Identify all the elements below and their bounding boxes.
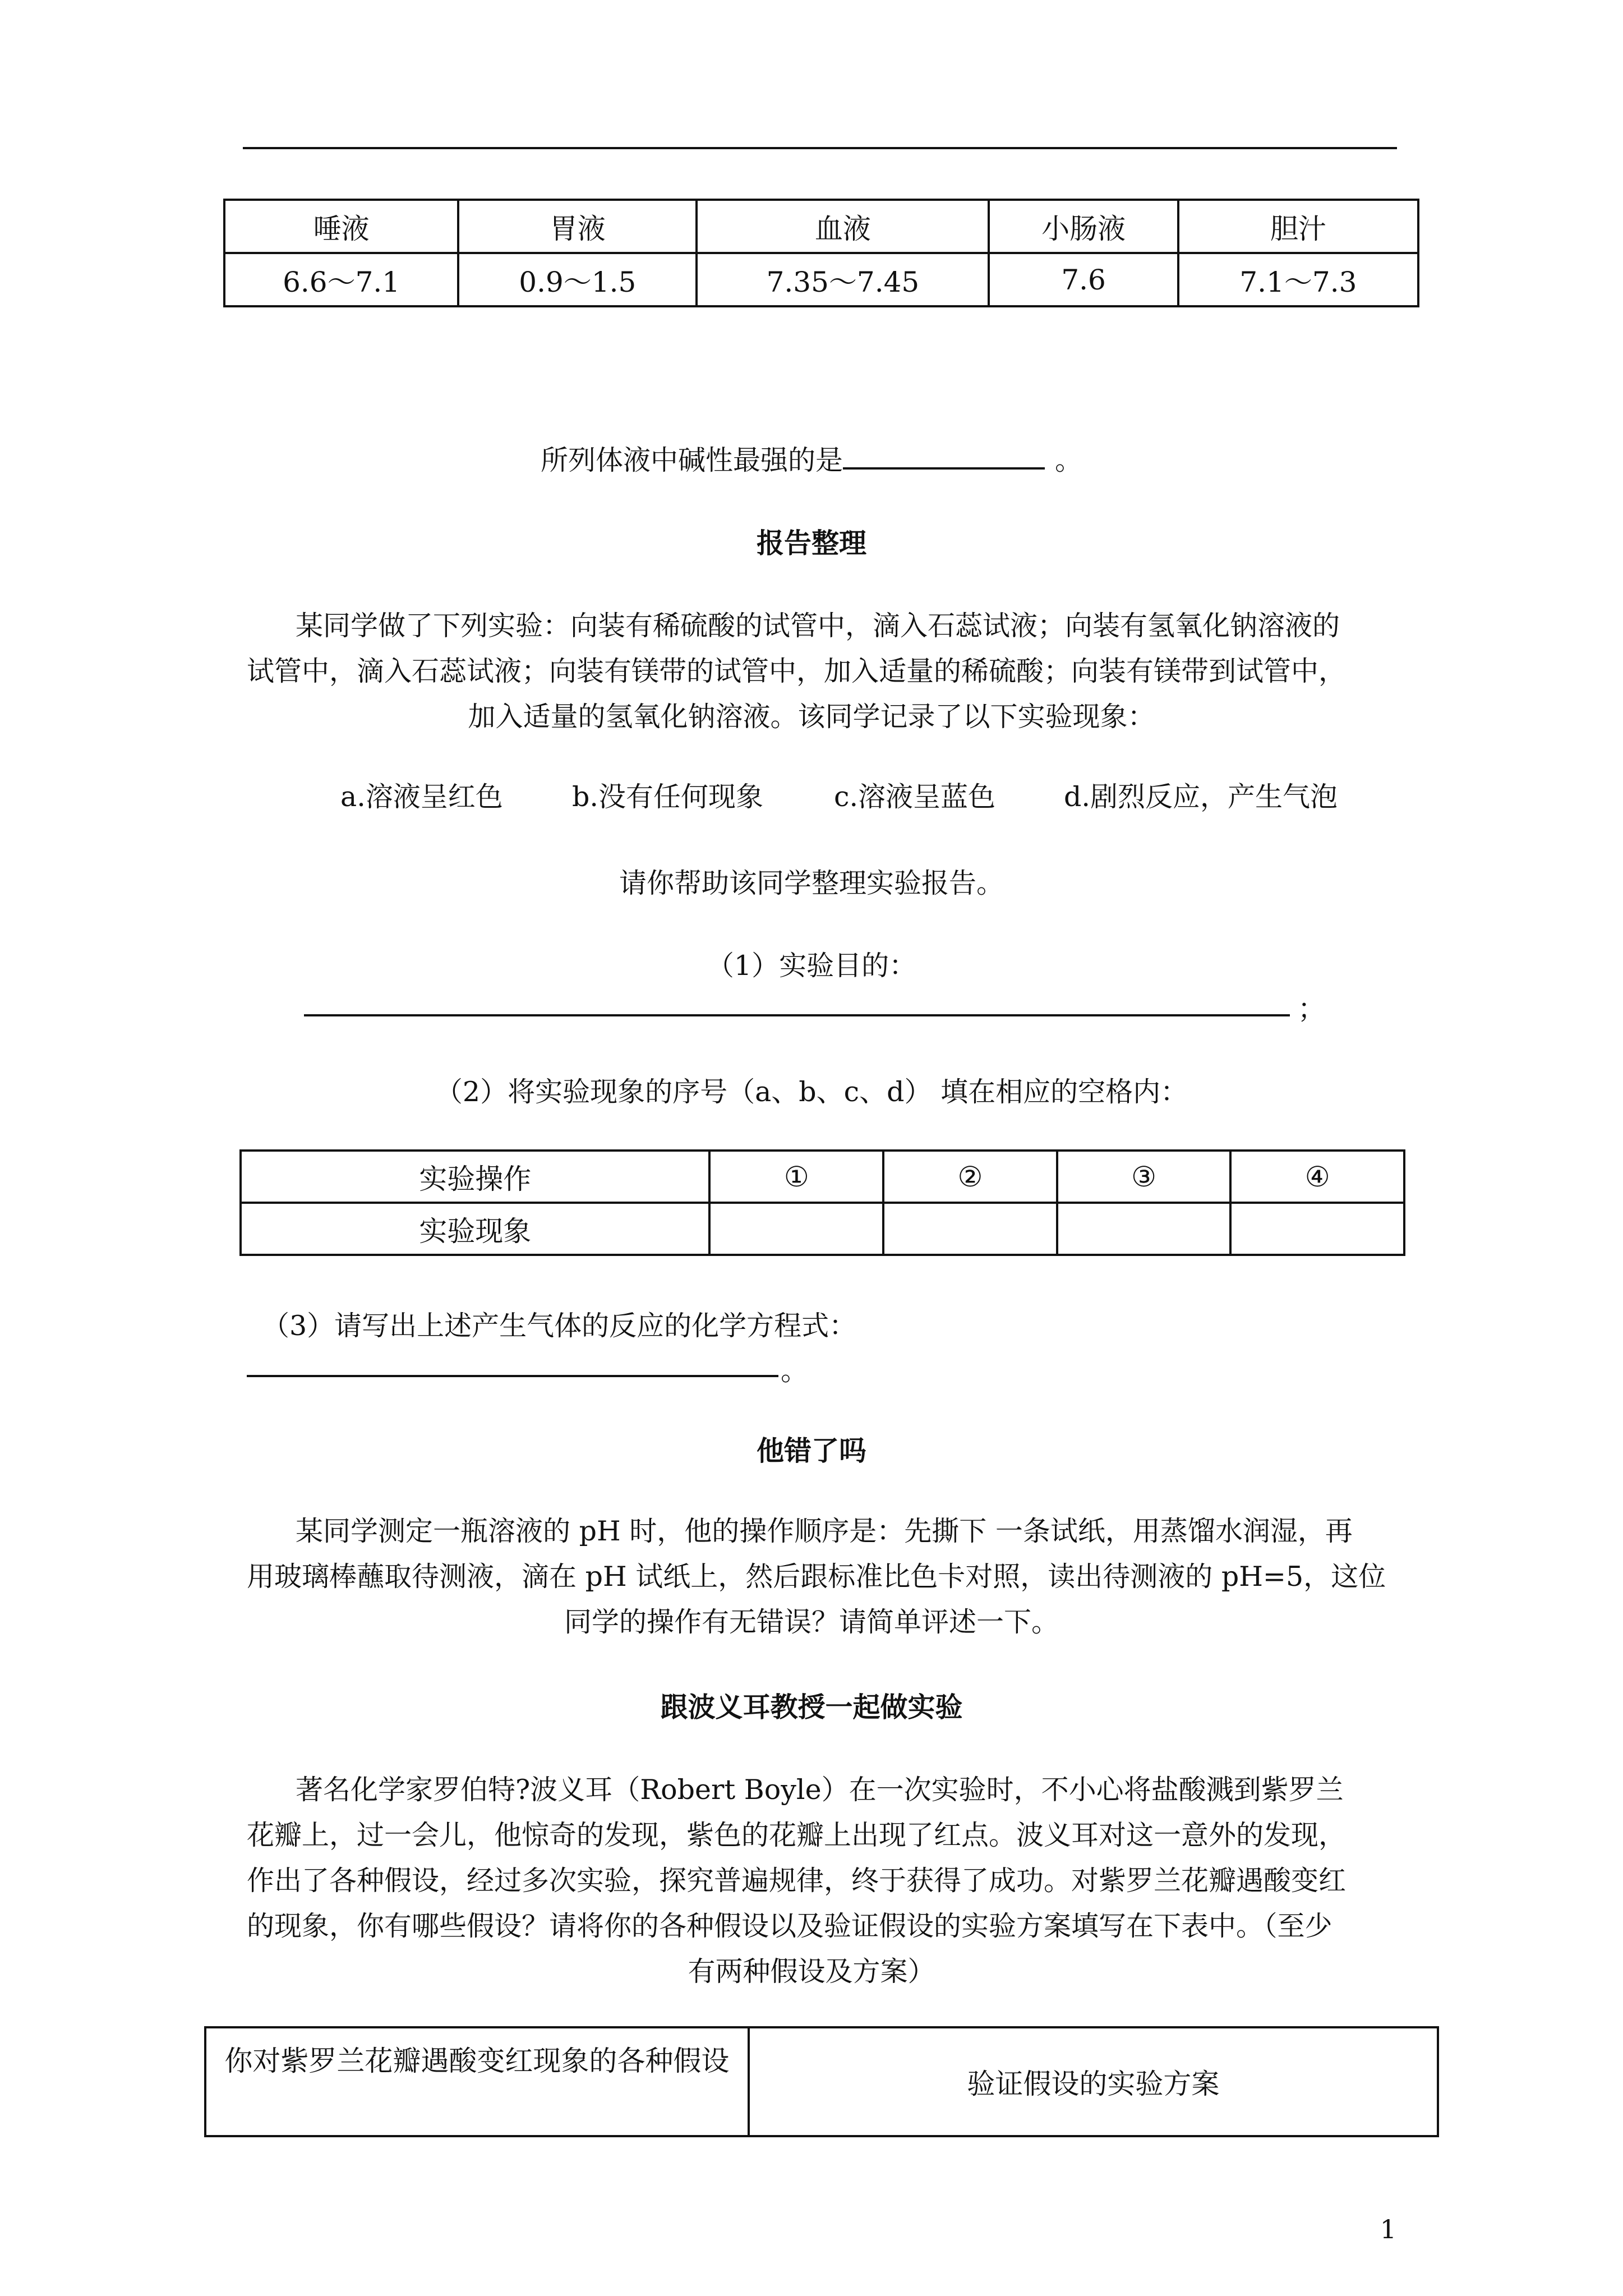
experiment-table — [239, 1149, 1405, 1256]
answer-blank[interactable] — [843, 440, 1045, 470]
table-header-cell: 验证假设的实验方案 — [749, 2027, 1438, 2136]
table-cell: 7.35～7.45 — [697, 253, 989, 306]
table-cell: 实验现象 — [241, 1203, 709, 1255]
answer-cell[interactable] — [883, 1203, 1057, 1255]
option-d: d.剧烈反应，产生气泡 — [1064, 781, 1338, 813]
hypothesis-table — [204, 2026, 1439, 2137]
table-row — [241, 1203, 1404, 1255]
paragraph-line: 有两种假设及方案） — [688, 1955, 935, 1987]
page-number: 1 — [1380, 2214, 1396, 2244]
option-b: b.没有任何现象 — [572, 781, 763, 813]
paragraph-line: 作出了各种假设，经过多次实验，探究普遍规律，终于获得了成功。对紫罗兰花瓣遇酸变红 — [247, 1865, 1347, 1897]
question-2: （2）将实验现象的序号（a、b、c、d） 填在相应的空格内： — [435, 1076, 1188, 1108]
table-cell: 0.9～1.5 — [458, 253, 697, 306]
question-1-end: ； — [1298, 993, 1326, 1025]
paragraph-line: 著名化学家罗伯特?波义耳（Robert Boyle）在一次实验时，不小心将盐酸溅到紫罗兰 — [296, 1774, 1344, 1806]
table-header-cell: 胆汁 — [1178, 200, 1418, 253]
section-title-boyle: 跟波义耳教授一起做实验 — [660, 1691, 963, 1723]
table-header-cell: ① — [709, 1151, 883, 1203]
paragraph-line: 某同学测定一瓶溶液的 pH 时，他的操作顺序是：先撕下 一条试纸，用蒸馏水润湿，再 — [296, 1515, 1353, 1547]
table-header-cell: 血液 — [697, 200, 989, 253]
table-row — [205, 2027, 1438, 2136]
section-title-report: 报告整理 — [756, 527, 866, 559]
answer-cell[interactable] — [709, 1203, 883, 1255]
table-cell: 7.1～7.3 — [1178, 253, 1418, 306]
table-row — [224, 253, 1418, 306]
section-title-mistake: 他错了吗 — [756, 1434, 866, 1467]
question-3-end: 。 — [781, 1355, 809, 1387]
paragraph-line: 试管中，滴入石蕊试液；向装有镁带的试管中，加入适量的稀硫酸；向装有镁带到试管中， — [247, 655, 1347, 687]
answer-line-3[interactable] — [247, 1375, 778, 1377]
option-c: c.溶液呈蓝色 — [834, 781, 996, 813]
table-header-cell: ④ — [1230, 1151, 1404, 1203]
question-text: 所列体液中碱性最强的是 — [540, 444, 843, 476]
paragraph-line: 花瓣上，过一会儿，他惊奇的发现，紫色的花瓣上出现了红点。波义耳对这一意外的发现， — [247, 1819, 1347, 1851]
table-header-cell: 小肠液 — [989, 200, 1178, 253]
table-header-cell: ② — [883, 1151, 1057, 1203]
table-header-cell: ③ — [1057, 1151, 1231, 1203]
table-header-cell: 你对紫罗兰花瓣遇酸变红现象的各种假设 — [205, 2027, 749, 2136]
paragraph-line: 同学的操作有无错误？请简单评述一下。 — [564, 1606, 1059, 1638]
instruction-text: 请你帮助该同学整理实验报告。 — [619, 867, 1004, 899]
question-3: （3）请写出上述产生气体的反应的化学方程式： — [262, 1310, 857, 1342]
paragraph-line: 某同学做了下列实验：向装有稀硫酸的试管中，滴入石蕊试液；向装有氢氧化钠溶液的 — [296, 610, 1340, 642]
table-cell: 7.6 — [989, 253, 1178, 306]
question-1: （1）实验目的： — [706, 950, 917, 982]
ph-table — [223, 199, 1419, 307]
table-cell: 6.6～7.1 — [224, 253, 458, 306]
table-header-cell: 唾液 — [224, 200, 458, 253]
table-header-cell: 实验操作 — [241, 1151, 709, 1203]
option-a: a.溶液呈红色 — [340, 781, 503, 813]
paragraph-line: 的现象，你有哪些假设？请将你的各种假设以及验证假设的实验方案填写在下表中。（至少 — [247, 1910, 1332, 1942]
table-row — [224, 200, 1418, 253]
paragraph-line: 用玻璃棒蘸取待测液，滴在 pH 试纸上，然后跟标准比色卡对照，读出待测液的 pH=5，这位 — [247, 1561, 1386, 1593]
question-strongest-base — [0, 439, 1623, 478]
header-rule — [243, 147, 1397, 149]
paragraph-line: 加入适量的氢氧化钠溶液。该同学记录了以下实验现象： — [468, 701, 1155, 733]
question-end: 。 — [1055, 444, 1083, 476]
table-header-cell: 胃液 — [458, 200, 697, 253]
answer-cell[interactable] — [1230, 1203, 1404, 1255]
table-row — [241, 1151, 1404, 1203]
answer-cell[interactable] — [1057, 1203, 1231, 1255]
answer-line-1[interactable] — [304, 1014, 1290, 1016]
